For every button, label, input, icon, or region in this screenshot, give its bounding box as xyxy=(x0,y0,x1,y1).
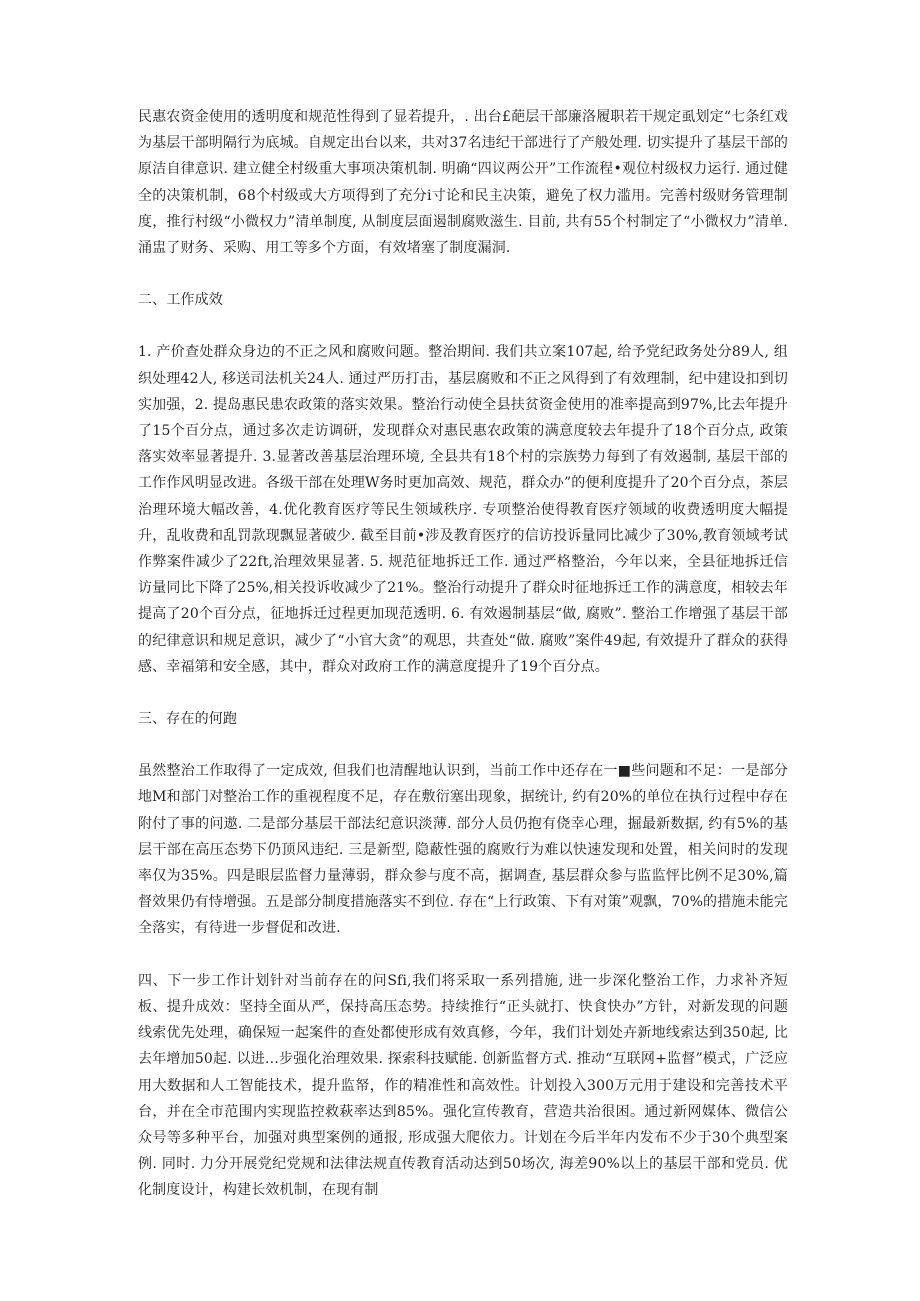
problems-paragraph: 虽然整治工作取得了一定成效, 但我们也清醒地认识到，当前工作中还存在一■些问题和不足：一是部分地M和部门对整治工作的重视程度不足，存在敷衍塞出现象，据统计, 约有20%的单位在执行过程中存在附付了事的问遨. 二是部分基层干部法纪意识淡薄. 部分人员仍抱有侥幸心理，掘最新数据, 约有5%的基层干部在高压态势下仍顶风违纪. 三是新型, 隐蔽性强的腐败行为难以快速发现和处置，相关问时的发现率仅为35%。四是眼层监督力量薄弱，群众参与度不高，据调查, 基层群众参与监监怦比例不足30%,篇督效果仍有恃增强。五是部分制度措施落实不到位. 存在“上行政策、下有对策”观飘，70%的措施未能完全落实，有待进一步督促和改进. xyxy=(138,763,788,937)
results-paragraph: 1. 产价查处群众身边的不正之风和腐败问题。整治期间. 我们共立案107起, 给予党纪政务处分89人, 组织处理42人, 移送司法机关24人. 通过严历打击，基层腐败和不正之风得到了有效理制，纪中建设扣到切实加强，2. 提岛惠民患农政策的落实效果。整治行动使全县扶贫资金使用的准率提高到97%,比去年提升了15个百分点，通过多次走访调研，发现群众对惠民惠农政策的满意度较去年提升了18个百分点, 政策落实效率显著提升. 3.显著改善基层治理环境, 全县共有18个村的宗族势力每到了有效遏制, 基层干部的工作作风明显改进。各级干部在处理W务时更加高效、规范，群众办”的便利度提升了20个百分点，茶层治理环境大幅改善，4.优化教育医疗等民生领域秩序. 专项整治使得教育医疗领域的收费透明度大幅提升，乱收费和乱罚款现飘显著破少. 截至目前•涉及教育医疗的信访投诉量同比减少了30%,教育领域考试作弊案件减少了22ft,治理效果显著. 5. 规范征地拆迁工作. 通过严格整治，今年以来，全县征地拆迁信访量同比下降了25%,相关投诉收减少了21%。整治行动提升了群众时征地拆迁工作的满意度，相较去年提高了20个百分点，征地拆迁过程更加现范透明. 6. 有效遏制基层“做, 腐败”. 整治工作增强了基层干部的纪律意识和规足意识，减少了“小官大贪”的观思，共查处“做. 腐败”案件49起, 有效提升了群众的获得感、幸福第和安全感，其中，群众对政府工作的满意度提升了19个百分点。 xyxy=(138,344,788,675)
intro-paragraph: 民惠农资金使用的透明度和规范性得到了显若提升，. 出台£葩层干部廉洛履职若干规定虱划定“七条红戏为基层干部明隔行为底城。自规定出台以来，共对37名违纪干部进行了产般处理. 切实提升了基层干部的原洁自律意识. 建立健全村级重大事项决策机制. 明确“四议两公开”工作流程•观位村级权力运行. 通过健全的决策机制，68个村级或大方项得到了充分i寸论和民主决策，避免了权力滥用。完善村级财务管理制度，推行村级“小微权力”清单制度, 从制度层面遏制腐败滋生. 目前, 共有55个村制定了“小微权力”清单. 涌盅了财务、采购、用工等多个方面，有效堵塞了制度漏洞. xyxy=(138,109,788,257)
document-page xyxy=(138,104,788,1204)
section-heading-results: 二、工作成效 xyxy=(138,292,223,309)
section-heading-problems: 三、存在的何跑 xyxy=(138,711,238,728)
plan-paragraph: 四、下一步工作计划针对当前存在的问Sfi,我们将采取一系列措施, 进一步深化整治工作，力求补齐短板、提升成效：坚持全面从严，保持高压态势。持续推行“正头就打、快食快办”方针，对新发现的问题线索优先处理，确保短一起案件的查处都使形成有效真修，今年，我们计划处卉新地线索达到350起, 比去年增加50起. 以进…步强化治理效果. 探索科技赋能. 创新监督方式. 推动“互联网+监督”模式，广泛应用大数据和人工智能技术，提升监帑，作的精准性和高效性。计划投入300万元用于建设和完善技术平台，并在全市范围内实现监控救萩率达到85%。强化宣传教育，营造共治很困。通过新网媒体、微信公众号等多种平台，加强对典型案例的通报, 形成强大爬依力。计划在今后半年内发布不少于30个典型案例. 同时. 力分开展党纪党规和法律法规直传教育活动达到50场次, 海差90%以上的基层干部和党员. 优化制度设计，构建长效机制，在现有制 xyxy=(138,972,788,1199)
